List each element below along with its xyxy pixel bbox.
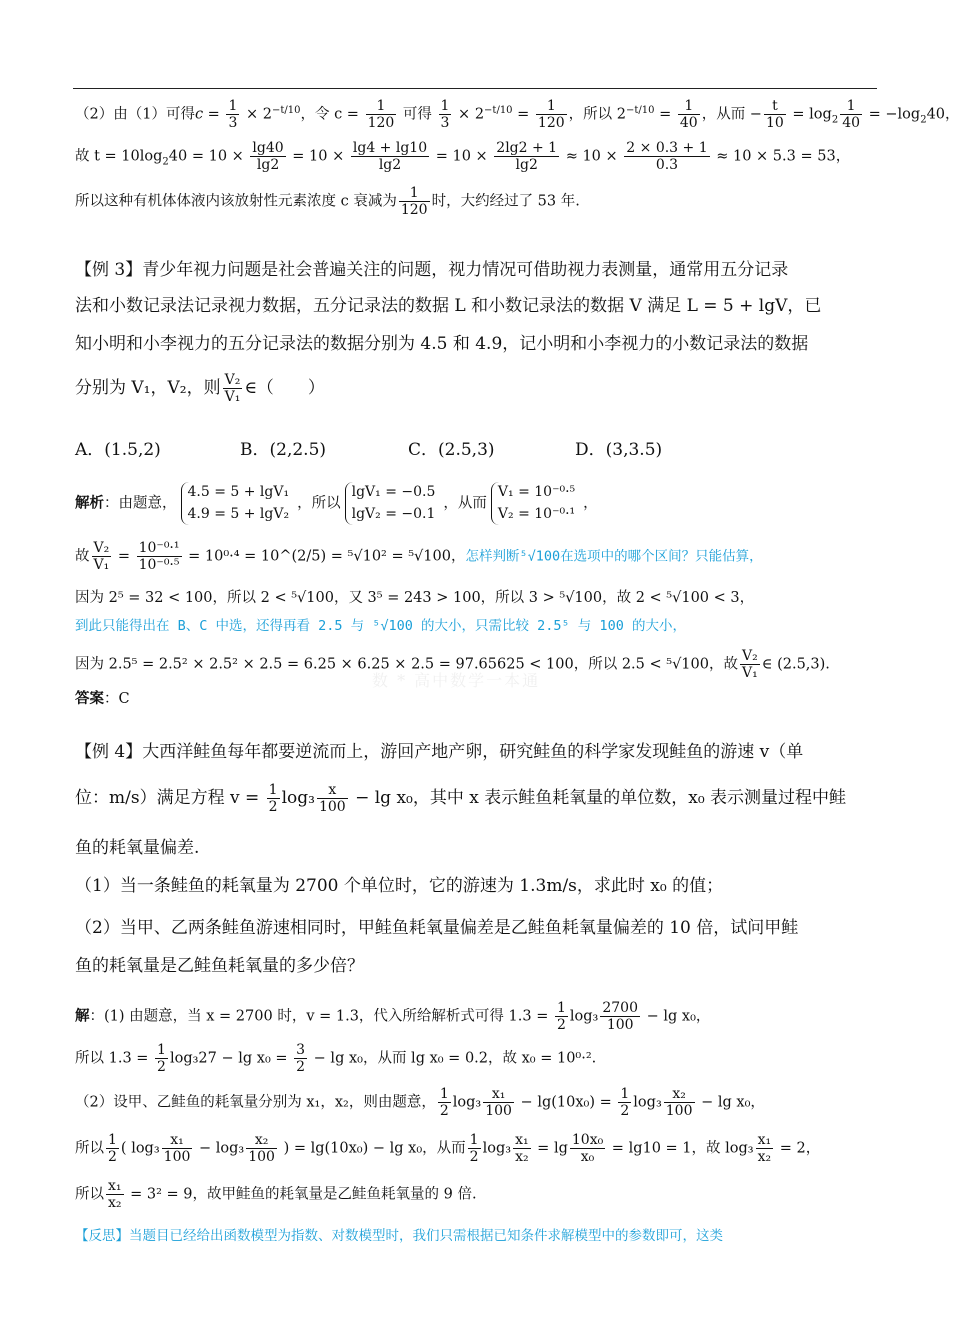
ex4-solution-line-4: 所以 $\frac{1}{2}$ ( log₃ $\frac{\text{x₁}}{100}$ − log₃ $\frac{\text{x₂}}{100}$ ) = lg(10x₀) − lg x₀，从而 $\frac{1}{2}$ log₃ $\frac{\text{x₁}}{\text{x₂}}$ = lg $\frac{\text{10x₀}}{\text{x₀}}$ = lg10 = 1，故 log₃ $\frac{\text{x₁}}{\text{x₂}}$ = 2， [75,1132,821,1166]
option-b: B．(2,2.5) [240,440,327,460]
ex3-solution-line-5: 因为 2.5⁵ = 2.5² × 2.5² × 2.5 = 6.25 × 6.25 × 2.5 = 97.65625 < 100，所以 2.5 < ⁵√100，故 $\frac{\text{V₂}}{\text{V₁}}$ ∈ (2.5,3). [75,648,830,682]
ex4-solution-line-3: （2）设甲、乙鲑鱼的耗氧量分别为 x₁，x₂，则由题意， $\frac{1}{2}$ log₃ $\frac{\text{x₁}}{100}$ − lg(10x₀) = $\frac{1}{2}$ log₃ $\frac{\text{x₂}}{100}$ − lg x₀， [75,1086,765,1120]
option-c: C．(2.5,3) [408,440,495,460]
ex3-solution-line-3: 因为 2⁵ = 32 < 100，所以 2 < ⁵√100，又 3⁵ = 243 > 100，所以 3 > ⁵√100，故 2 < ⁵√100 < 3， [75,590,755,606]
ex4-solution-line-5: 所以 $\frac{\text{x₁}}{\text{x₂}}$ = 3² = 9，故甲鲑鱼的耗氧量是乙鲑鱼耗氧量的 9 倍. [75,1178,477,1212]
ex3-options [75,440,875,460]
ex4-paragraph-line-2: 位：m/s）满足方程 v = $\frac{1}{2}$ log₃ $\frac{x}{100}$ − lg x₀，其中 x 表示鲑鱼耗氧量的单位数，x₀ 表示测量过程中鲑 [75,782,847,816]
top-rule [73,88,877,89]
ex3-solution-line-2: 故 $\frac{\text{V₂}}{\text{V₁}}$ = $\frac{\text{10⁻⁰·¹}}{\text{10⁻⁰·⁵}}$ = 10⁰·⁴ = 10^(2/5) = ⁵√10² = ⁵√100，怎样判断⁵√100在选项中的哪个区间？只能估算， [75,540,763,574]
ex4-solution-line-2: 所以 1.3 = $\frac{1}{2}$ log₃27 − lg x₀ = $\frac{3}{2}$ − lg x₀，从而 lg x₀ = 0.2，故 x₀ = 10⁰·². [75,1042,597,1076]
ex3-paragraph-line-2: 法和小数记录法记录视力数据，五分记录法的数据 L 和小数记录法的数据 V 满足 L = 5 + lgV，已 [75,296,822,316]
prev-solution-line-2: 故 $t = 10\log_240 = 10$ × $\frac{\lg 40}{\lg 2}$ = 10 × $\frac{\lg 4 + \lg 10}{\lg 2}$ = 10 × $\frac{2\lg 2 + 1}{\lg 2}$ ≈ 10 × $\frac{2 \times 0.3 + 1}{0.3}$ ≈ 10 × 5.3 = 53， [75,140,851,174]
ex4-paragraph-line-3: 鱼的耗氧量偏差. [75,838,200,858]
ex4-question-1: （1）当一条鲑鱼的耗氧量为 2700 个单位时，它的游速为 1.3m/s，求此时 x₀ 的值； [75,876,724,896]
ex3-answer: 答案：C [75,690,130,707]
ex3-solution-note: 到此只能得出在 B、C 中选，还得再看 2.5 与 ⁵√100 的大小，只需比较 2.5⁵ 与 100 的大小， [75,618,686,634]
ex4-question-2-line-2: 鱼的耗氧量是乙鲑鱼耗氧量的多少倍？ [75,956,364,976]
option-a: A．(1.5,2) [75,440,161,460]
reflection-note: 【反思】当题目已经给出函数模型为指数、对数模型时，我们只需根据已知条件求解模型中的参数即可，这类 [75,1228,723,1244]
watermark: 数 * 高中数学一本通 [372,671,541,690]
option-d: D．(3,3.5) [575,440,663,460]
ex3-paragraph-line-1: 【例 3】青少年视力问题是社会普遍关注的问题，视力情况可借助视力表测量，通常用五分记录 [75,260,789,280]
ex4-question-2-line-1: （2）当甲、乙两条鲑鱼游速相同时，甲鲑鱼耗氧量偏差是乙鲑鱼耗氧量偏差的 10 倍，试问甲鲑 [75,918,799,938]
ex3-paragraph-line-4: 分别为 V₁，V₂，则 $\frac{\text{V₂}}{\text{V₁}}$ ∈（ ） [75,372,325,406]
ex3-paragraph-line-3: 知小明和小李视力的五分记录法的数据分别为 4.5 和 4.9，记小明和小李视力的小数记录法的数据 [75,334,809,354]
ex4-solution-line-1: 解：(1) 由题意，当 x = 2700 时，v = 1.3，代入所给解析式可得 1.3 = $\frac{1}{2}$ log₃ $\frac{2700}{100}$ − lg x₀， [75,1000,711,1034]
ex4-paragraph-line-1: 【例 4】大西洋鲑鱼每年都要逆流而上，游回产地产卵，研究鲑鱼的科学家发现鲑鱼的游速 v（单 [75,742,804,762]
ex3-solution-line-1: 解析：由题意， 4.5 = 5 + lgV₁ 4.9 = 5 + lgV₂ ，所以 lgV₁ = −0.5 lgV₂ = −0.1 ，从而 V₁ = 10⁻⁰·⁵ V₂ = 10⁻⁰·¹ ， [75,482,598,525]
prev-solution-line-1: （2）由（1）可得c = $\frac{1}{3}$ × $2^{-t/10}$，令 c = $\frac{1}{120}$ 可得 $\frac{1}{3}$ × $2^{-t/10}$ = $\frac{1}{120}$ ，所以 $2^{-t/10}$ = $\frac{1}{40}$ ，从而 − $\frac{t}{10}$ = $\log_2$ $\frac{1}{40}$ = $-\log_240$， [75,98,960,132]
prev-solution-line-3: 所以这种有机体体液内该放射性元素浓度 c 衰减为 $\frac{1}{120}$ 时，大约经过了 53 年. [75,185,580,219]
